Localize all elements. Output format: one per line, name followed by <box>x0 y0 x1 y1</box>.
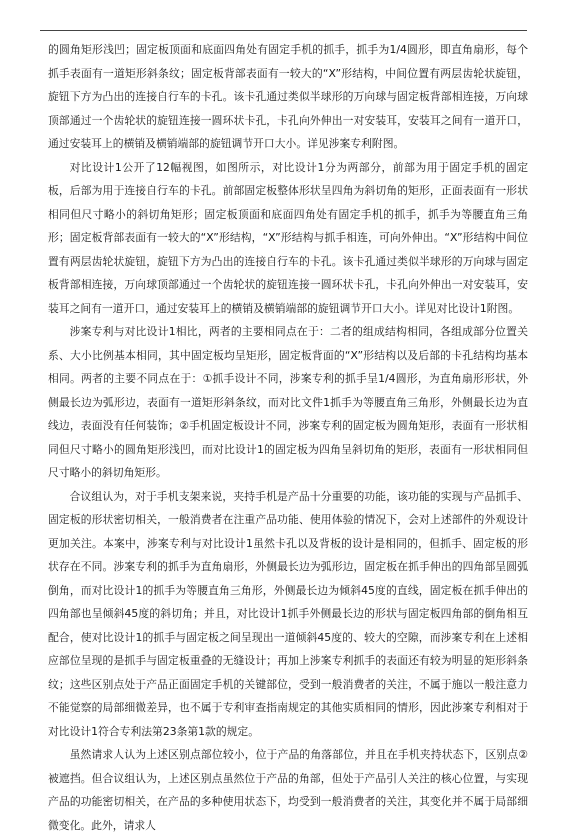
document-body <box>48 38 528 837</box>
body-paragraph-comparison-design: 对比设计1公开了12幅视图，如图所示，对比设计1分为两部分，前部为用于固定手机的固定板，后部为用于连接自行车的卡孔。前部固定板整体形状呈四角为斜切角的矩形，正面表面有一形状相同但尺寸略小的斜切角矩形；固定板顶面和底面四角处有固定手机的抓手，抓手为等腰直角三角形；固定板背部表面有一较大的“X”形结构，“X”形结构与抓手相连，可向外伸出。“X”形结构中间位置有两层齿轮状旋钮，旋钮下方为凸出的连接自行车的卡孔。该卡孔通过类似半球形的万向球与固定板背部相连接，万向球顶部通过一个齿轮状的旋钮连接一圆环状卡孔，卡孔向外伸出一对安装耳，安装耳之间有一道开口，通过安装耳上的横销及横销端部的旋钮调节开口大小。详见对比设计1附图。 <box>48 160 528 315</box>
header-rule <box>40 30 527 31</box>
body-paragraph-rebuttal: 虽然请求人认为上述区别点部位较小，位于产品的角落部位，并且在手机夹持状态下，区别点②被遮挡。但合议组认为，上述区别点虽然位于产品的角部，但处于产品引人关注的核心位置，与实现产品的功能密切相关，在产品的多种使用状态下，均受到一般消费者的关注，其变化并不属于局部细微变化。此外，请求人 <box>48 748 528 832</box>
body-paragraph-continued: 的圆角矩形浅凹；固定板顶面和底面四角处有固定手机的抓手，抓手为1/4圆形，即直角扇形，每个抓手表面有一道矩形斜条纹；固定板背部表面有一较大的“X”形结构，中间位置有两层齿轮状旋钮，旋钮下方为凸出的连接自行车的卡孔。该卡孔通过类似半球形的万向球与固定板背部相连接，万向球顶部通过一个齿轮状的旋钮连接一圆环状卡孔，卡孔向外伸出一对安装耳，安装耳之间有一道开口，通过安装耳上的横销及横销端部的旋钮调节开口大小。详见涉案专利附图。 <box>48 43 528 150</box>
body-paragraph-panel-opinion: 合议组认为，对于手机支架来说，夹持手机是产品十分重要的功能，该功能的实现与产品抓手、固定板的形状密切相关，一般消费者在注重产品功能、使用体验的情况下，会对上述部件的外观设计更加关注。本案中，涉案专利与对比设计1虽然卡孔以及背板的设计是相同的，但抓手、固定板的形状存在不同。涉案专利的抓手为直角扇形，外侧最长边为弧形边，固定板在抓手伸出的四角部呈圆弧倒角，而对比设计1的抓手为等腰直角三角形，外侧最长边为倾斜45度的直线，固定板在抓手伸出的四角部也呈倾斜45度的斜切角；并且，对比设计1抓手外侧最长边的形状与固定板四角部的倒角相互配合，使对比设计1的抓手与固定板之间呈现出一道倾斜45度的、较大的空隙，而涉案专利在上述相应部位呈现的是抓手与固定板重叠的无缝设计；再加上涉案专利抓手的表面还有较为明显的矩形斜条纹；这些区别点处于产品正面固定手机的关键部位，受到一般消费者的关注，不属于施以一般注意力不能觉察的局部细微差异，也不属于专利审查指南规定的其他实质相同的情形，因此涉案专利相对于对比设计1符合专利法第23条第1款的规定。 <box>48 489 528 738</box>
body-paragraph-similarities-differences: 涉案专利与对比设计1相比，两者的主要相同点在于：二者的组成结构相同，各组成部分位置关系、大小比例基本相同，其中固定板均呈矩形，固定板背面的“X”形结构以及后部的卡孔结构均基本相同。两者的主要不同点在于：①抓手设计不同，涉案专利的抓手呈1/4圆形，为直角扇形形状，外侧最长边为弧形边，表面有一道矩形斜条纹，而对比文件1抓手为等腰直角三角形，外侧最长边为直线边，表面没有任何装饰；②手机固定板设计不同，涉案专利的固定板为圆角矩形，表面有一形状相同但尺寸略小的圆角矩形浅凹，而对比设计1的固定板为四角呈斜切角的矩形，表面有一形状相同但尺寸略小的斜切角矩形。 <box>48 325 528 479</box>
